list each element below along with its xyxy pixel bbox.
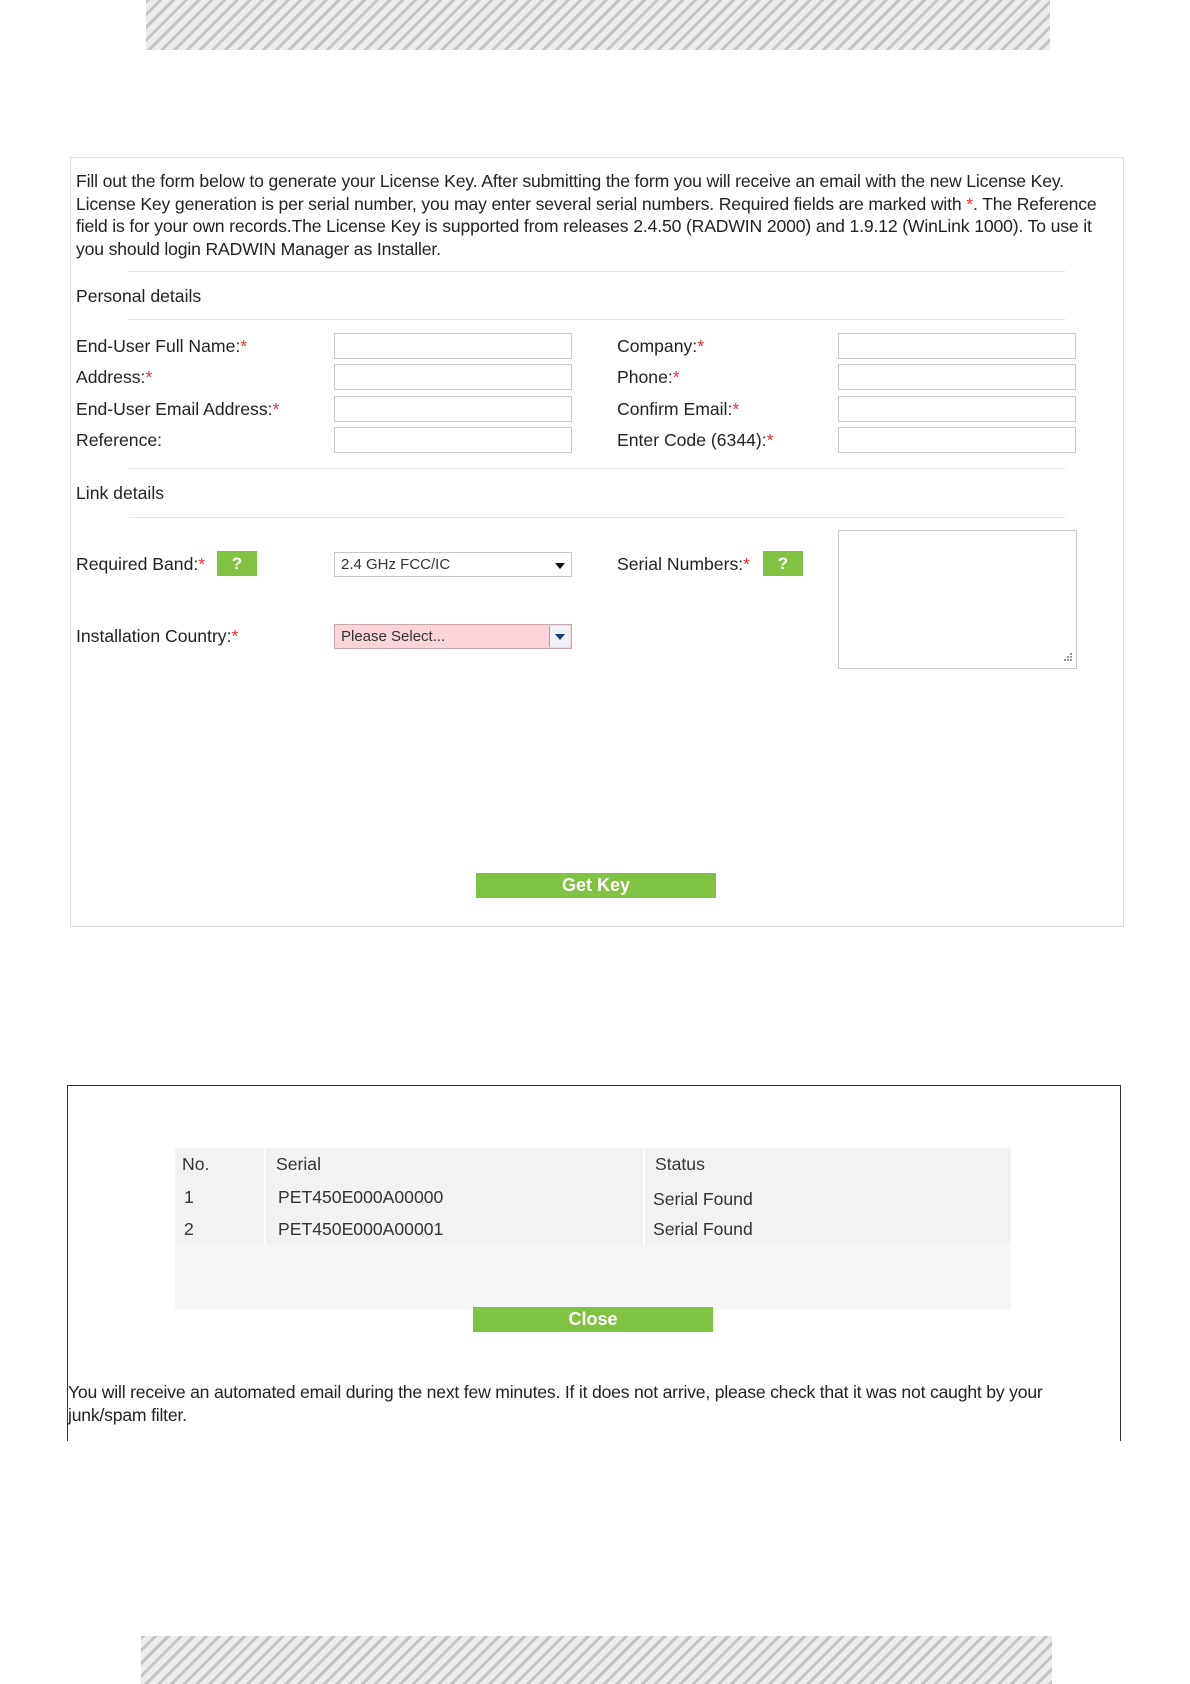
header-stripe — [146, 0, 1050, 50]
divider — [129, 468, 1065, 469]
column-header-status: Status — [655, 1154, 705, 1174]
close-button[interactable]: Close — [473, 1307, 713, 1332]
intro-text-continued: . The Reference field is for your own records.The License Key is supported from releases 2.4.50 (RADWIN 2000) and 1.9.12 (WinLink 1000). To use it you should login RADWIN Manager as Installer. — [76, 193, 1097, 259]
reference-input[interactable] — [334, 427, 572, 453]
row-serial: PET450E000A00001 — [278, 1219, 444, 1239]
footer-stripe — [141, 1636, 1052, 1684]
address-input[interactable] — [334, 364, 572, 390]
form-intro — [76, 170, 1116, 260]
column-header-serial: Serial — [276, 1154, 321, 1174]
confirm-email-label: Confirm Email:* — [617, 399, 740, 419]
full-name-input[interactable] — [334, 333, 572, 359]
code-label: Enter Code (6344):* — [617, 430, 774, 450]
column-separator — [264, 1148, 266, 1245]
row-no: 1 — [184, 1187, 194, 1207]
table-empty-area — [175, 1245, 1011, 1310]
column-separator — [643, 1148, 645, 1245]
link-details-title: Link details — [76, 483, 165, 503]
dropdown-arrow-icon — [549, 626, 570, 647]
result-panel — [67, 1085, 1121, 1441]
serial-numbers-help-button[interactable]: ? — [763, 551, 803, 576]
email-input[interactable] — [334, 396, 572, 422]
email-notice: You will receive an automated email during the next few minutes. If it does not arrive, please check that it was not caught by your junk/spam filter. — [68, 1382, 1043, 1425]
serial-numbers-textarea[interactable] — [838, 530, 1077, 669]
company-label: Company:* — [617, 336, 705, 356]
divider — [129, 319, 1065, 320]
divider — [129, 271, 1065, 272]
email-label: End-User Email Address:* — [76, 399, 280, 419]
installation-country-value: Please Select... — [341, 628, 446, 645]
required-band-label: Required Band:* — [76, 554, 206, 574]
reference-label: Reference: — [76, 430, 163, 450]
row-status: Serial Found — [653, 1219, 753, 1239]
confirm-email-input[interactable] — [838, 396, 1076, 422]
serial-numbers-label: Serial Numbers:* — [617, 554, 750, 574]
phone-input[interactable] — [838, 364, 1076, 390]
company-input[interactable] — [838, 333, 1076, 359]
installation-country-label: Installation Country:* — [76, 626, 239, 646]
chevron-down-icon — [555, 563, 565, 569]
address-label: Address:* — [76, 367, 153, 387]
required-band-select[interactable] — [334, 552, 572, 577]
intro-text: Fill out the form below to generate your License Key. After submitting the form you will receive an email with the new License Key. License Key generation is per serial number, you may enter several serial numbers. Required fields are marked with — [76, 171, 1064, 214]
resize-grip-icon[interactable] — [1061, 651, 1073, 663]
divider — [129, 517, 1065, 518]
code-input[interactable] — [838, 427, 1076, 453]
license-key-form — [70, 157, 1124, 927]
phone-label: Phone:* — [617, 367, 680, 387]
required-marker: * — [966, 193, 973, 214]
row-status: Serial Found — [653, 1189, 753, 1209]
column-header-no: No. — [182, 1154, 210, 1174]
row-serial: PET450E000A00000 — [278, 1187, 444, 1207]
row-no: 2 — [184, 1219, 194, 1239]
installation-country-select[interactable] — [334, 624, 572, 649]
personal-details-title: Personal details — [76, 286, 202, 306]
required-band-help-button[interactable]: ? — [217, 551, 257, 576]
get-key-button[interactable]: Get Key — [476, 873, 716, 898]
full-name-label: End-User Full Name:* — [76, 336, 248, 356]
required-band-value: 2.4 GHz FCC/IC — [341, 556, 451, 573]
